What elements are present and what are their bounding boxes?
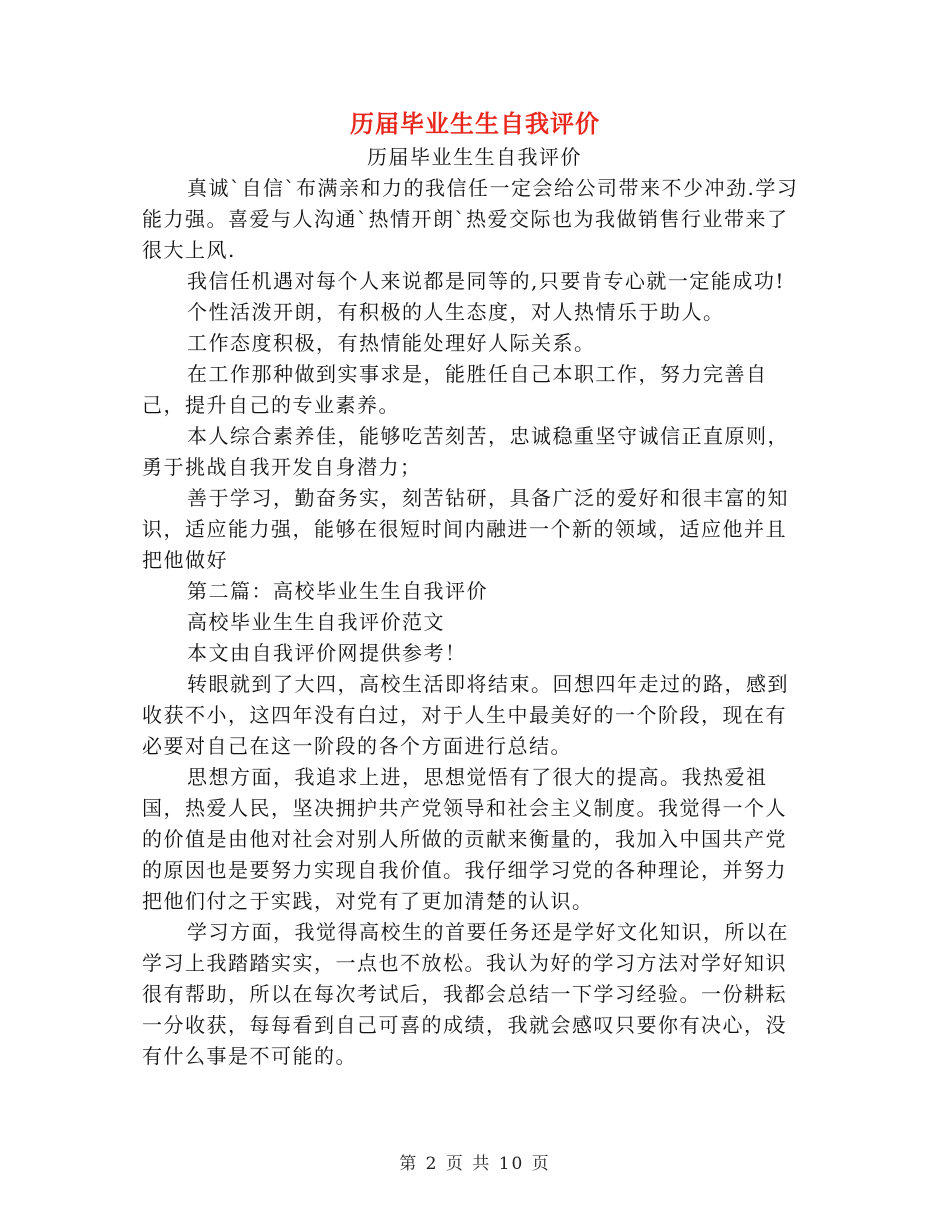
body-paragraph: 在工作那种做到实事求是，能胜任自己本职工作，努力完善自己，提升自己的专业素养。	[142, 362, 768, 417]
body-paragraph: 思想方面，我追求上进，思想觉悟有了很大的提高。我热爱祖国，热爱人民，坚决拥护共产党领导和社会主义制度。我觉得一个人的价值是由他对社会对别人所做的贡献来衡量的，我加入中国共产党的原因也是要努力实现自我价值。我仔细学习党的各种理论，并努力把他们付之于实践，对党有了更加清楚的认识。	[142, 765, 787, 913]
body-paragraph: 善于学习，勤奋务实，刻苦钻研，具备广泛的爱好和很丰富的知识，适应能力强，能够在很短时间内融进一个新的领域，适应他并且把他做好	[142, 486, 789, 572]
section-subheading: 高校毕业生生自我评价范文	[187, 610, 445, 634]
body-paragraph: 我信任机遇对每个人来说都是同等的,只要肯专心就一定能成功!	[187, 269, 785, 293]
section-heading: 第二篇：高校毕业生生自我评价	[187, 579, 488, 603]
page-number-footer: 第 2 页 共 10 页	[399, 1154, 551, 1174]
body-paragraph: 工作态度积极，有热情能处理好人际关系。	[187, 331, 596, 355]
subtitle-paragraph: 历届毕业生生自我评价	[367, 145, 582, 169]
document-body	[142, 142, 807, 1072]
body-paragraph: 本人综合素养佳，能够吃苦刻苦，忠诚稳重坚守诚信正直原则，勇于挑战自我开发自身潜力；	[142, 424, 789, 479]
body-paragraph: 个性活泼开朗，有积极的人生态度，对人热情乐于助人。	[187, 300, 725, 324]
document-title: 历届毕业生生自我评价	[350, 109, 600, 138]
body-paragraph: 转眼就到了大四，高校生活即将结束。回想四年走过的路，感到收获不小，这四年没有白过，对于人生中最美好的一个阶段，现在有必要对自己在这一阶段的各个方面进行总结。	[142, 672, 789, 758]
body-paragraph: 学习方面，我觉得高校生的首要任务还是学好文化知识，所以在学习上我踏踏实实，一点也不放松。我认为好的学习方法对学好知识很有帮助，所以在每次考试后，我都会总结一下学习经验。一份耕耘一分收获，每每看到自己可喜的成绩，我就会感叹只要你有决心，没有什么事是不可能的。	[142, 920, 789, 1068]
body-paragraph: 真诚`自信`布满亲和力的我信任一定会给公司带来不少冲劲.学习能力强。喜爱与人沟通`热情开朗`热爱交际也为我做销售行业带来了很大上风.	[142, 176, 799, 262]
source-note: 本文由自我评价网提供参考！	[187, 641, 467, 665]
